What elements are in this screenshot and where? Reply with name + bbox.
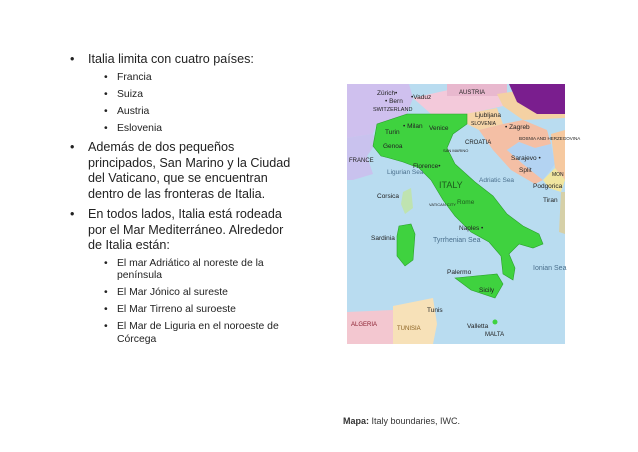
map-label-zagreb: • Zagreb bbox=[505, 124, 530, 131]
bullet-text: En todos lados, Italia está rodeada por el Mar Mediterráneo. Alrededor de Italia están: bbox=[88, 207, 284, 252]
map-label-rome: Rome bbox=[457, 199, 475, 206]
bullet-dot: • bbox=[104, 88, 108, 100]
bullet-dot: • bbox=[104, 321, 108, 332]
sub-bullet-text: El Mar Tirreno al suroeste bbox=[117, 304, 236, 315]
map-label-sarajevo: Sarajevo • bbox=[511, 155, 541, 162]
map-label-algeria: ALGERIA bbox=[351, 322, 378, 328]
map-label-milan: • Milan bbox=[403, 123, 423, 130]
map-label-palermo: Palermo bbox=[447, 269, 472, 276]
map-label-austria: AUSTRIA bbox=[459, 90, 486, 96]
map-label-italy: ITALY bbox=[439, 180, 463, 190]
map-label-ionian-sea: Ionian Sea bbox=[533, 265, 567, 272]
map-label-malta: MALTA bbox=[485, 332, 505, 338]
sub-bullet-text: Suiza bbox=[117, 88, 143, 100]
sub-bullet-item bbox=[88, 106, 293, 119]
map-label-bern: • Bern bbox=[385, 98, 403, 105]
map-label-adriatic-sea: Adriatic Sea bbox=[479, 177, 515, 184]
map-label-croatia: CROATIA bbox=[465, 140, 492, 146]
map-label-valletta: Valletta bbox=[467, 323, 489, 330]
map-label-tunisia: TUNISIA bbox=[397, 326, 421, 332]
sub-bullet-text: Austria bbox=[117, 105, 150, 117]
map-label-venice: Venice bbox=[429, 125, 449, 132]
map-label-vatican: VATICAN CITY bbox=[429, 202, 456, 207]
map-label-france: FRANCE bbox=[349, 158, 374, 164]
bullet-text: Italia limita con cuatro países: bbox=[88, 52, 254, 66]
bullet-text: Además de dos pequeños principados, San Marino y la Ciudad del Vaticano, que se encuentran dentro de las fronteras de Italia. bbox=[88, 140, 291, 201]
bullet-dot: • bbox=[70, 207, 75, 221]
map-label-zurich: Zürich• bbox=[377, 90, 398, 97]
map-label-genoa: Genoa bbox=[383, 143, 403, 150]
tunisia-region bbox=[393, 298, 437, 344]
malta-island bbox=[493, 320, 498, 325]
map-label-turin: Turin bbox=[385, 129, 400, 136]
italy-map bbox=[347, 84, 581, 344]
sardinia-island bbox=[397, 224, 415, 266]
sub-bullet-item bbox=[88, 321, 293, 346]
bullet-dot: • bbox=[70, 52, 75, 66]
sub-bullet-item bbox=[88, 258, 293, 283]
sub-bullet-item bbox=[88, 89, 293, 102]
caption-text: Italy boundaries, IWC. bbox=[369, 416, 461, 426]
sub-bullet-item bbox=[88, 304, 293, 317]
caption-label: Mapa: bbox=[343, 416, 370, 426]
map-label-tunis: Tunis bbox=[427, 307, 443, 314]
bullet-dot: • bbox=[70, 140, 75, 154]
sub-bullet-list bbox=[88, 258, 293, 347]
bullet-borders bbox=[68, 52, 293, 135]
map-label-naples: Naples • bbox=[459, 225, 484, 232]
bullet-dot: • bbox=[104, 105, 108, 117]
sub-bullet-text: El mar Adriático al noreste de la península bbox=[117, 257, 264, 281]
map-label-tyrrhenian-sea: Tyrrhenian Sea bbox=[433, 237, 481, 244]
sub-bullet-text: El Mar Jónico al sureste bbox=[117, 287, 228, 298]
bullet-dot: • bbox=[104, 304, 108, 315]
map-label-vaduz: •Vaduz bbox=[411, 94, 432, 101]
map-label-tirana: Tiran bbox=[543, 197, 558, 204]
bullet-dot: • bbox=[104, 122, 108, 134]
sub-bullet-item bbox=[88, 287, 293, 300]
map-label-bosnia: BOSNIA AND HERZEGOVINA bbox=[519, 136, 581, 141]
map-label-podgorica: Podgorica bbox=[533, 183, 563, 190]
bullet-seas bbox=[68, 207, 293, 346]
map-label-san-marino: SAN MARINO bbox=[443, 148, 469, 153]
map-label-sicily: Sicily bbox=[479, 287, 495, 294]
map-label-ligurian-sea: Ligurian Sea bbox=[387, 169, 424, 176]
map-label-corsica: Corsica bbox=[377, 193, 400, 200]
map-label-sardinia: Sardinia bbox=[371, 235, 395, 242]
sub-bullet-item bbox=[88, 72, 293, 85]
map-label-montenegro: MON bbox=[552, 172, 564, 178]
sub-bullet-text: Francia bbox=[117, 71, 152, 83]
map-label-slovenia: SLOVENIA bbox=[471, 121, 497, 127]
bullet-microstates bbox=[68, 140, 293, 202]
map-label-florence: Florence• bbox=[413, 163, 441, 170]
sub-bullet-item bbox=[88, 123, 293, 136]
bullet-dot: • bbox=[104, 287, 108, 298]
map-label-ljubljana: Ljubljana bbox=[475, 112, 502, 119]
map-caption bbox=[343, 416, 460, 426]
map-label-split: Split bbox=[519, 167, 532, 174]
sub-bullet-text: El Mar de Liguria en el noroeste de Córcega bbox=[117, 321, 279, 345]
sub-bullet-text: Eslovenia bbox=[117, 122, 163, 134]
bullet-dot: • bbox=[104, 71, 108, 83]
sub-bullet-list bbox=[88, 72, 293, 136]
bullet-dot: • bbox=[104, 257, 108, 269]
map-label-switzerland: SWITZERLAND bbox=[373, 107, 413, 113]
bullet-list bbox=[68, 52, 293, 351]
